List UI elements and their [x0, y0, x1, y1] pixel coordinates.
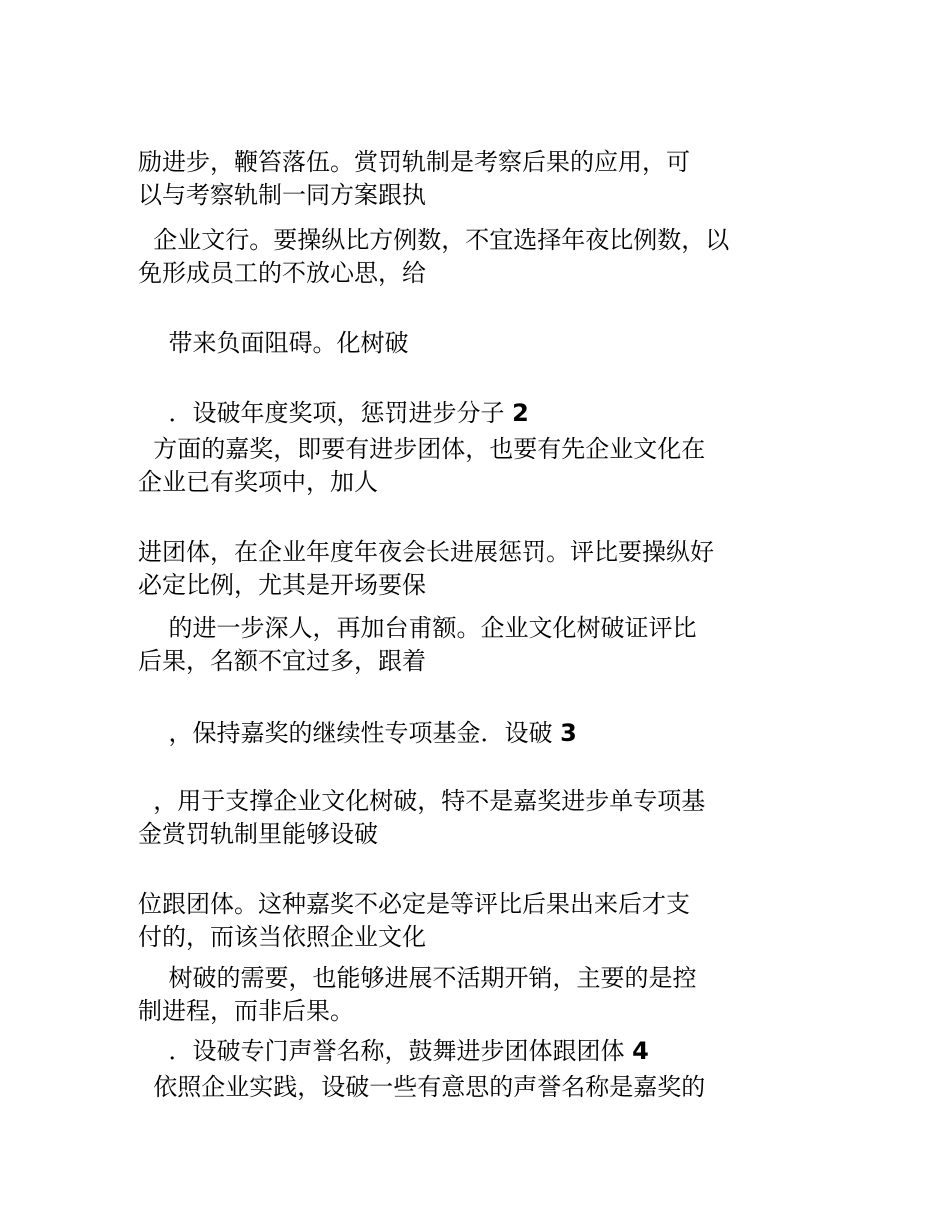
text-line-5: 带来负面阻碍。化树破 — [138, 329, 409, 357]
section-number-4: 4 — [632, 1037, 649, 1065]
text-line-15: 金赏罚轨制里能够设破 — [138, 820, 378, 848]
section-heading-4-text: ．设破专门声誉名称，鼓舞进步团体跟团体 — [138, 1037, 633, 1065]
text-line-11: 的进一步深人，再加台甫额。企业文化树破证评比 — [138, 614, 697, 642]
text-line-14: ，用于支撑企业文化树破，特不是嘉奖进步单专项基 — [138, 787, 706, 815]
section-heading-3-text: ，保持嘉奖的继续性专项基金．设破 — [138, 719, 561, 747]
text-line-17: 付的，而该当依照企业文化 — [138, 923, 426, 951]
text-line-12: 后果，名额不宜过多，跟着 — [138, 647, 426, 675]
text-line-3: 企业文行。要操纵比方例数，不宜选择年夜比例数，以 — [138, 226, 730, 254]
text-line-16: 位跟团体。这种嘉奖不必定是等评比后果出来后才支 — [138, 890, 690, 918]
text-line-1: 励进步，鞭笞落伍。赏罚轨制是考察后果的应用，可 — [138, 148, 690, 176]
text-line-2: 以与考察轨制一同方案跟执 — [138, 181, 426, 209]
section-number-3: 3 — [560, 719, 577, 747]
section-heading-2 — [138, 397, 529, 429]
text-line-18: 树破的需要，也能够进展不活期开销，主要的是控 — [138, 964, 697, 992]
section-heading-3 — [138, 717, 577, 749]
section-heading-2-text: ．设破年度奖项，惩罚进步分子 — [138, 399, 513, 427]
text-line-10: 必定比例，尤其是开场要保 — [138, 571, 426, 599]
text-line-8: 企业已有奖项中，加人 — [138, 468, 378, 496]
text-line-19: 制进程，而非后果。 — [138, 997, 354, 1025]
text-line-21: 依照企业实践，设破一些有意思的声誉名称是嘉奖的 — [138, 1073, 706, 1101]
text-line-9: 进团体，在企业年度年夜会长进展惩罚。评比要操纵好 — [138, 538, 714, 566]
text-line-4: 免形成员工的不放心思，给 — [138, 259, 426, 287]
text-line-7: 方面的嘉奖，即要有进步团体，也要有先企业文化在 — [138, 435, 706, 463]
section-heading-4 — [138, 1035, 649, 1067]
section-number-2: 2 — [512, 399, 529, 427]
